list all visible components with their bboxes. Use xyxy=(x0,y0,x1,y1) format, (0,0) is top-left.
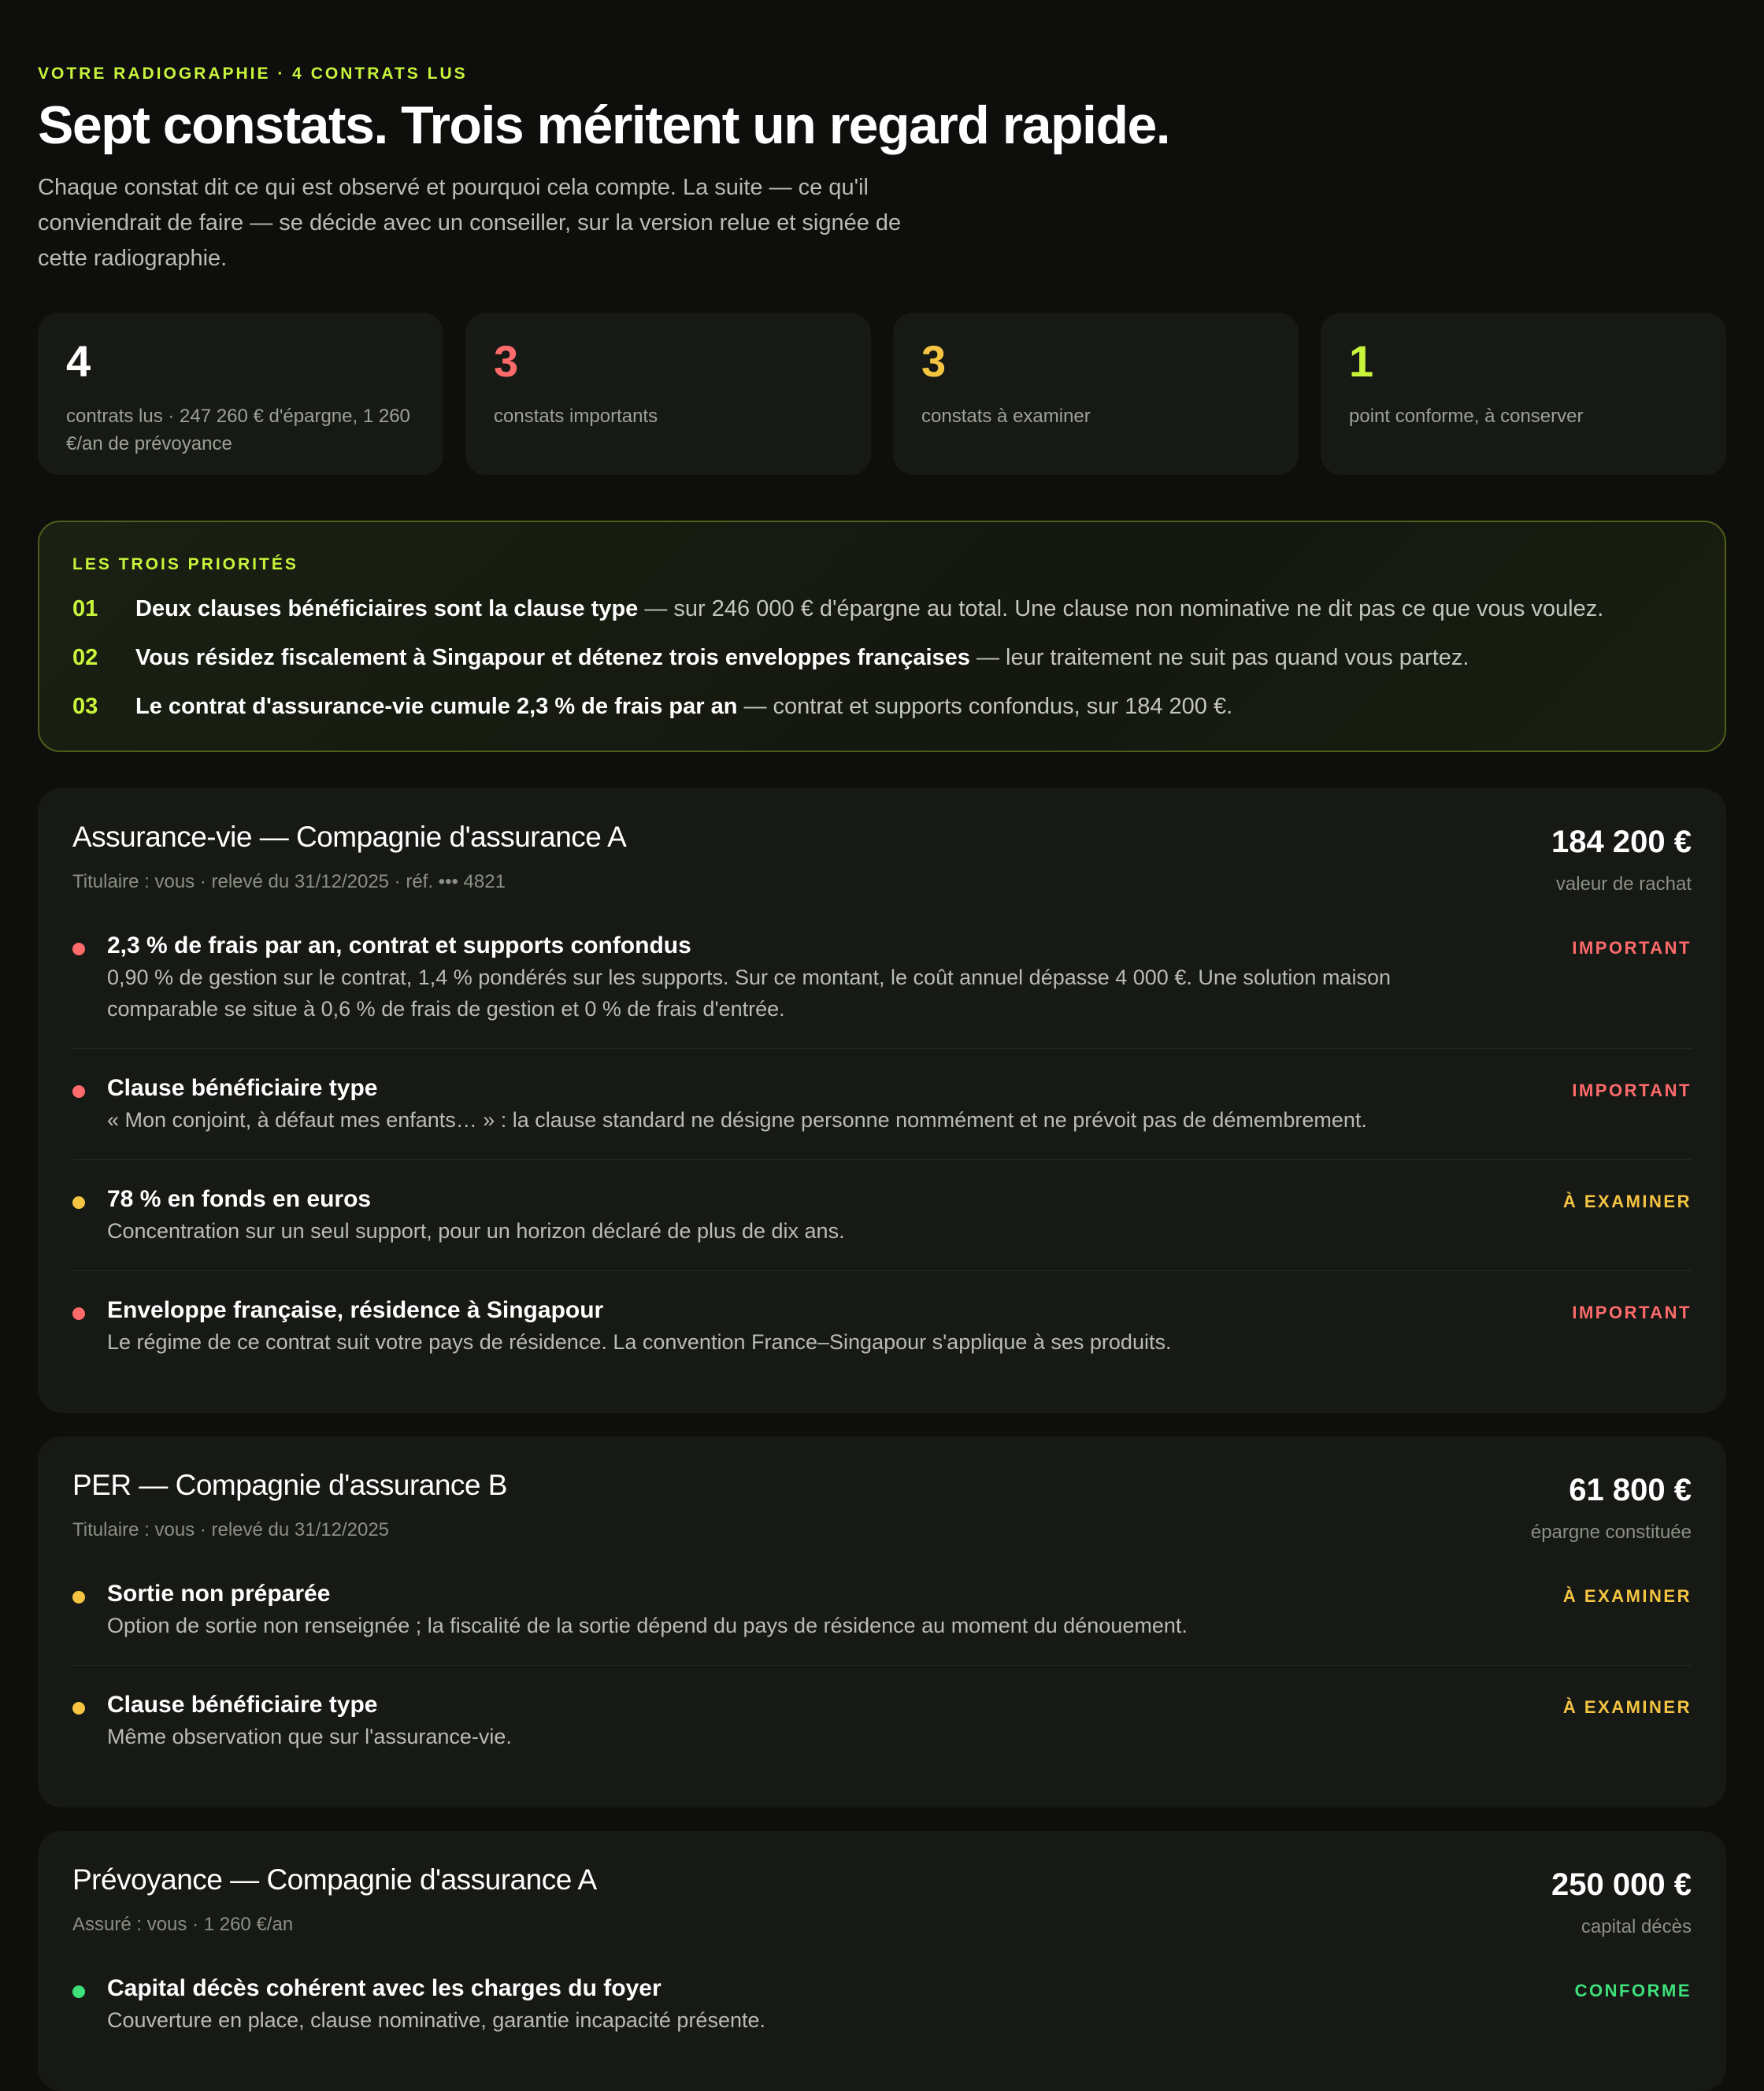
finding-title: 78 % en fonds en euros xyxy=(107,1186,372,1213)
finding-description: Couverture en place, clause nominative, garantie incapacité présente. xyxy=(107,2008,765,2033)
stat-label: point conforme, à conserver xyxy=(1349,406,1584,428)
priority-headline: Le contrat d'assurance-vie cumule 2,3 % de frais par an xyxy=(135,694,738,720)
stat-card-to-examine xyxy=(893,313,1299,475)
severity-dot-icon xyxy=(72,1196,85,1209)
severity-dot-icon xyxy=(72,1307,85,1320)
priority-number: 02 xyxy=(72,645,98,671)
priority-item xyxy=(72,595,1692,623)
contract-amount: 184 200 € xyxy=(1551,825,1692,860)
finding-description: Concentration sur un seul support, pour un horizon déclaré de plus de dix ans. xyxy=(107,1219,845,1244)
contract-amount: 250 000 € xyxy=(1551,1867,1692,1903)
priorities-eyebrow: LES TROIS PRIORITÉS xyxy=(72,555,298,574)
finding-description: « Mon conjoint, à défaut mes enfants… » : la clause standard ne désigne personne nommément et ne prévoit pas de démembrement. xyxy=(107,1108,1367,1133)
priority-headline: Vous résidez fiscalement à Singapour et détenez trois enveloppes françaises xyxy=(135,645,970,671)
priority-detail: — sur 246 000 € d'épargne au total. Une clause non nominative ne dit pas ce que vous voulez. xyxy=(638,596,1604,622)
severity-dot-icon xyxy=(72,943,85,955)
finding-title: 2,3 % de frais par an, contrat et supports confondus xyxy=(107,932,691,959)
finding-item xyxy=(72,1556,1692,1665)
stat-card-contracts xyxy=(38,313,443,475)
severity-badge: IMPORTANT xyxy=(1572,938,1692,958)
severity-badge: CONFORME xyxy=(1574,1981,1692,2001)
stat-value: 3 xyxy=(494,336,519,387)
finding-description: Option de sortie non renseignée ; la fiscalité de la sortie dépend du pays de résidence au moment du dénouement. xyxy=(107,1614,1188,1638)
finding-description: 0,90 % de gestion sur le contrat, 1,4 % pondérés sur les supports. Sur ce montant, le coût annuel dépasse 4 000 €. Une solution maison comparable se situe à 0,6 % de frais de gestion et 0 % de frais d'entrée. xyxy=(107,966,1391,1021)
severity-badge: À EXAMINER xyxy=(1562,1192,1692,1212)
severity-dot-icon xyxy=(72,1591,85,1603)
finding-title: Clause bénéficiaire type xyxy=(107,1075,378,1102)
priority-detail: — leur traitement ne suit pas quand vous partez. xyxy=(969,645,1469,671)
finding-description: Le régime de ce contrat suit votre pays de résidence. La convention France–Singapour s'applique à ses produits. xyxy=(107,1330,1172,1355)
findings-list xyxy=(72,1556,1692,1776)
stat-value: 3 xyxy=(921,336,947,387)
priority-number: 01 xyxy=(72,596,98,622)
contract-card-assurance-vie xyxy=(38,788,1726,1413)
contract-amount-label: épargne constituée xyxy=(1530,1522,1692,1544)
contract-title: PER — Compagnie d'assurance B xyxy=(72,1469,507,1502)
contract-header xyxy=(72,1863,1692,1938)
contract-meta: Assuré : vous · 1 260 €/an xyxy=(72,1913,294,1935)
severity-dot-icon xyxy=(72,1085,85,1098)
findings-list xyxy=(72,908,1692,1381)
stat-value: 4 xyxy=(66,336,91,387)
severity-badge: À EXAMINER xyxy=(1562,1586,1692,1607)
severity-badge: IMPORTANT xyxy=(1572,1081,1692,1101)
findings-list xyxy=(72,1951,1692,2059)
severity-dot-icon xyxy=(72,1702,85,1715)
contract-header xyxy=(72,820,1692,895)
stat-label: constats à examiner xyxy=(921,406,1091,428)
contract-header xyxy=(72,1468,1692,1544)
stat-label: constats importants xyxy=(494,406,658,428)
severity-dot-icon xyxy=(72,1985,85,1998)
priority-item xyxy=(72,692,1692,721)
finding-title: Enveloppe française, résidence à Singapour xyxy=(107,1297,604,1324)
priorities-panel xyxy=(38,521,1726,752)
contract-amount-label: capital décès xyxy=(1581,1916,1692,1938)
page-eyebrow: VOTRE RADIOGRAPHIE · 4 CONTRATS LUS xyxy=(38,65,468,83)
stat-card-important xyxy=(465,313,871,475)
contract-card-per xyxy=(38,1437,1726,1807)
finding-item xyxy=(72,1951,1692,2059)
contract-amount: 61 800 € xyxy=(1569,1473,1692,1508)
page-title: Sept constats. Trois méritent un regard rapide. xyxy=(38,95,1170,155)
contract-meta: Titulaire : vous · relevé du 31/12/2025 xyxy=(72,1518,390,1540)
contract-title: Prévoyance — Compagnie d'assurance A xyxy=(72,1863,597,1896)
finding-item xyxy=(72,1270,1692,1381)
contract-card-prevoyance xyxy=(38,1831,1726,2091)
finding-title: Sortie non préparée xyxy=(107,1581,331,1607)
contract-meta: Titulaire : vous · relevé du 31/12/2025 · réf. ••• 4821 xyxy=(72,870,506,892)
severity-badge: IMPORTANT xyxy=(1572,1303,1692,1323)
finding-item xyxy=(72,1159,1692,1270)
finding-description: Même observation que sur l'assurance-vie. xyxy=(107,1725,512,1749)
contract-title: Assurance-vie — Compagnie d'assurance A xyxy=(72,821,627,854)
priority-number: 03 xyxy=(72,694,98,720)
priority-detail: — contrat et supports confondus, sur 184 200 €. xyxy=(737,694,1233,720)
page-intro: Chaque constat dit ce qui est observé et pourquoi cela compte. La suite — ce qu'il conviendrait de faire — se décide avec un conseiller, sur la version relue et signée de cette radiographie. xyxy=(38,175,902,272)
stat-label: contrats lus · 247 260 € d'épargne, 1 260 €/an de prévoyance xyxy=(66,406,410,455)
finding-title: Clause bénéficiaire type xyxy=(107,1692,378,1718)
stats-row xyxy=(38,313,1726,475)
finding-title: Capital décès cohérent avec les charges du foyer xyxy=(107,1975,662,2002)
contract-amount-label: valeur de rachat xyxy=(1555,873,1692,895)
finding-item xyxy=(72,1048,1692,1159)
severity-badge: À EXAMINER xyxy=(1562,1697,1692,1718)
priority-item xyxy=(72,643,1692,672)
stat-card-compliant xyxy=(1321,313,1726,475)
finding-item xyxy=(72,908,1692,1048)
finding-item xyxy=(72,1665,1692,1776)
stat-value: 1 xyxy=(1349,336,1374,387)
priority-headline: Deux clauses bénéficiaires sont la clause type xyxy=(135,596,639,622)
